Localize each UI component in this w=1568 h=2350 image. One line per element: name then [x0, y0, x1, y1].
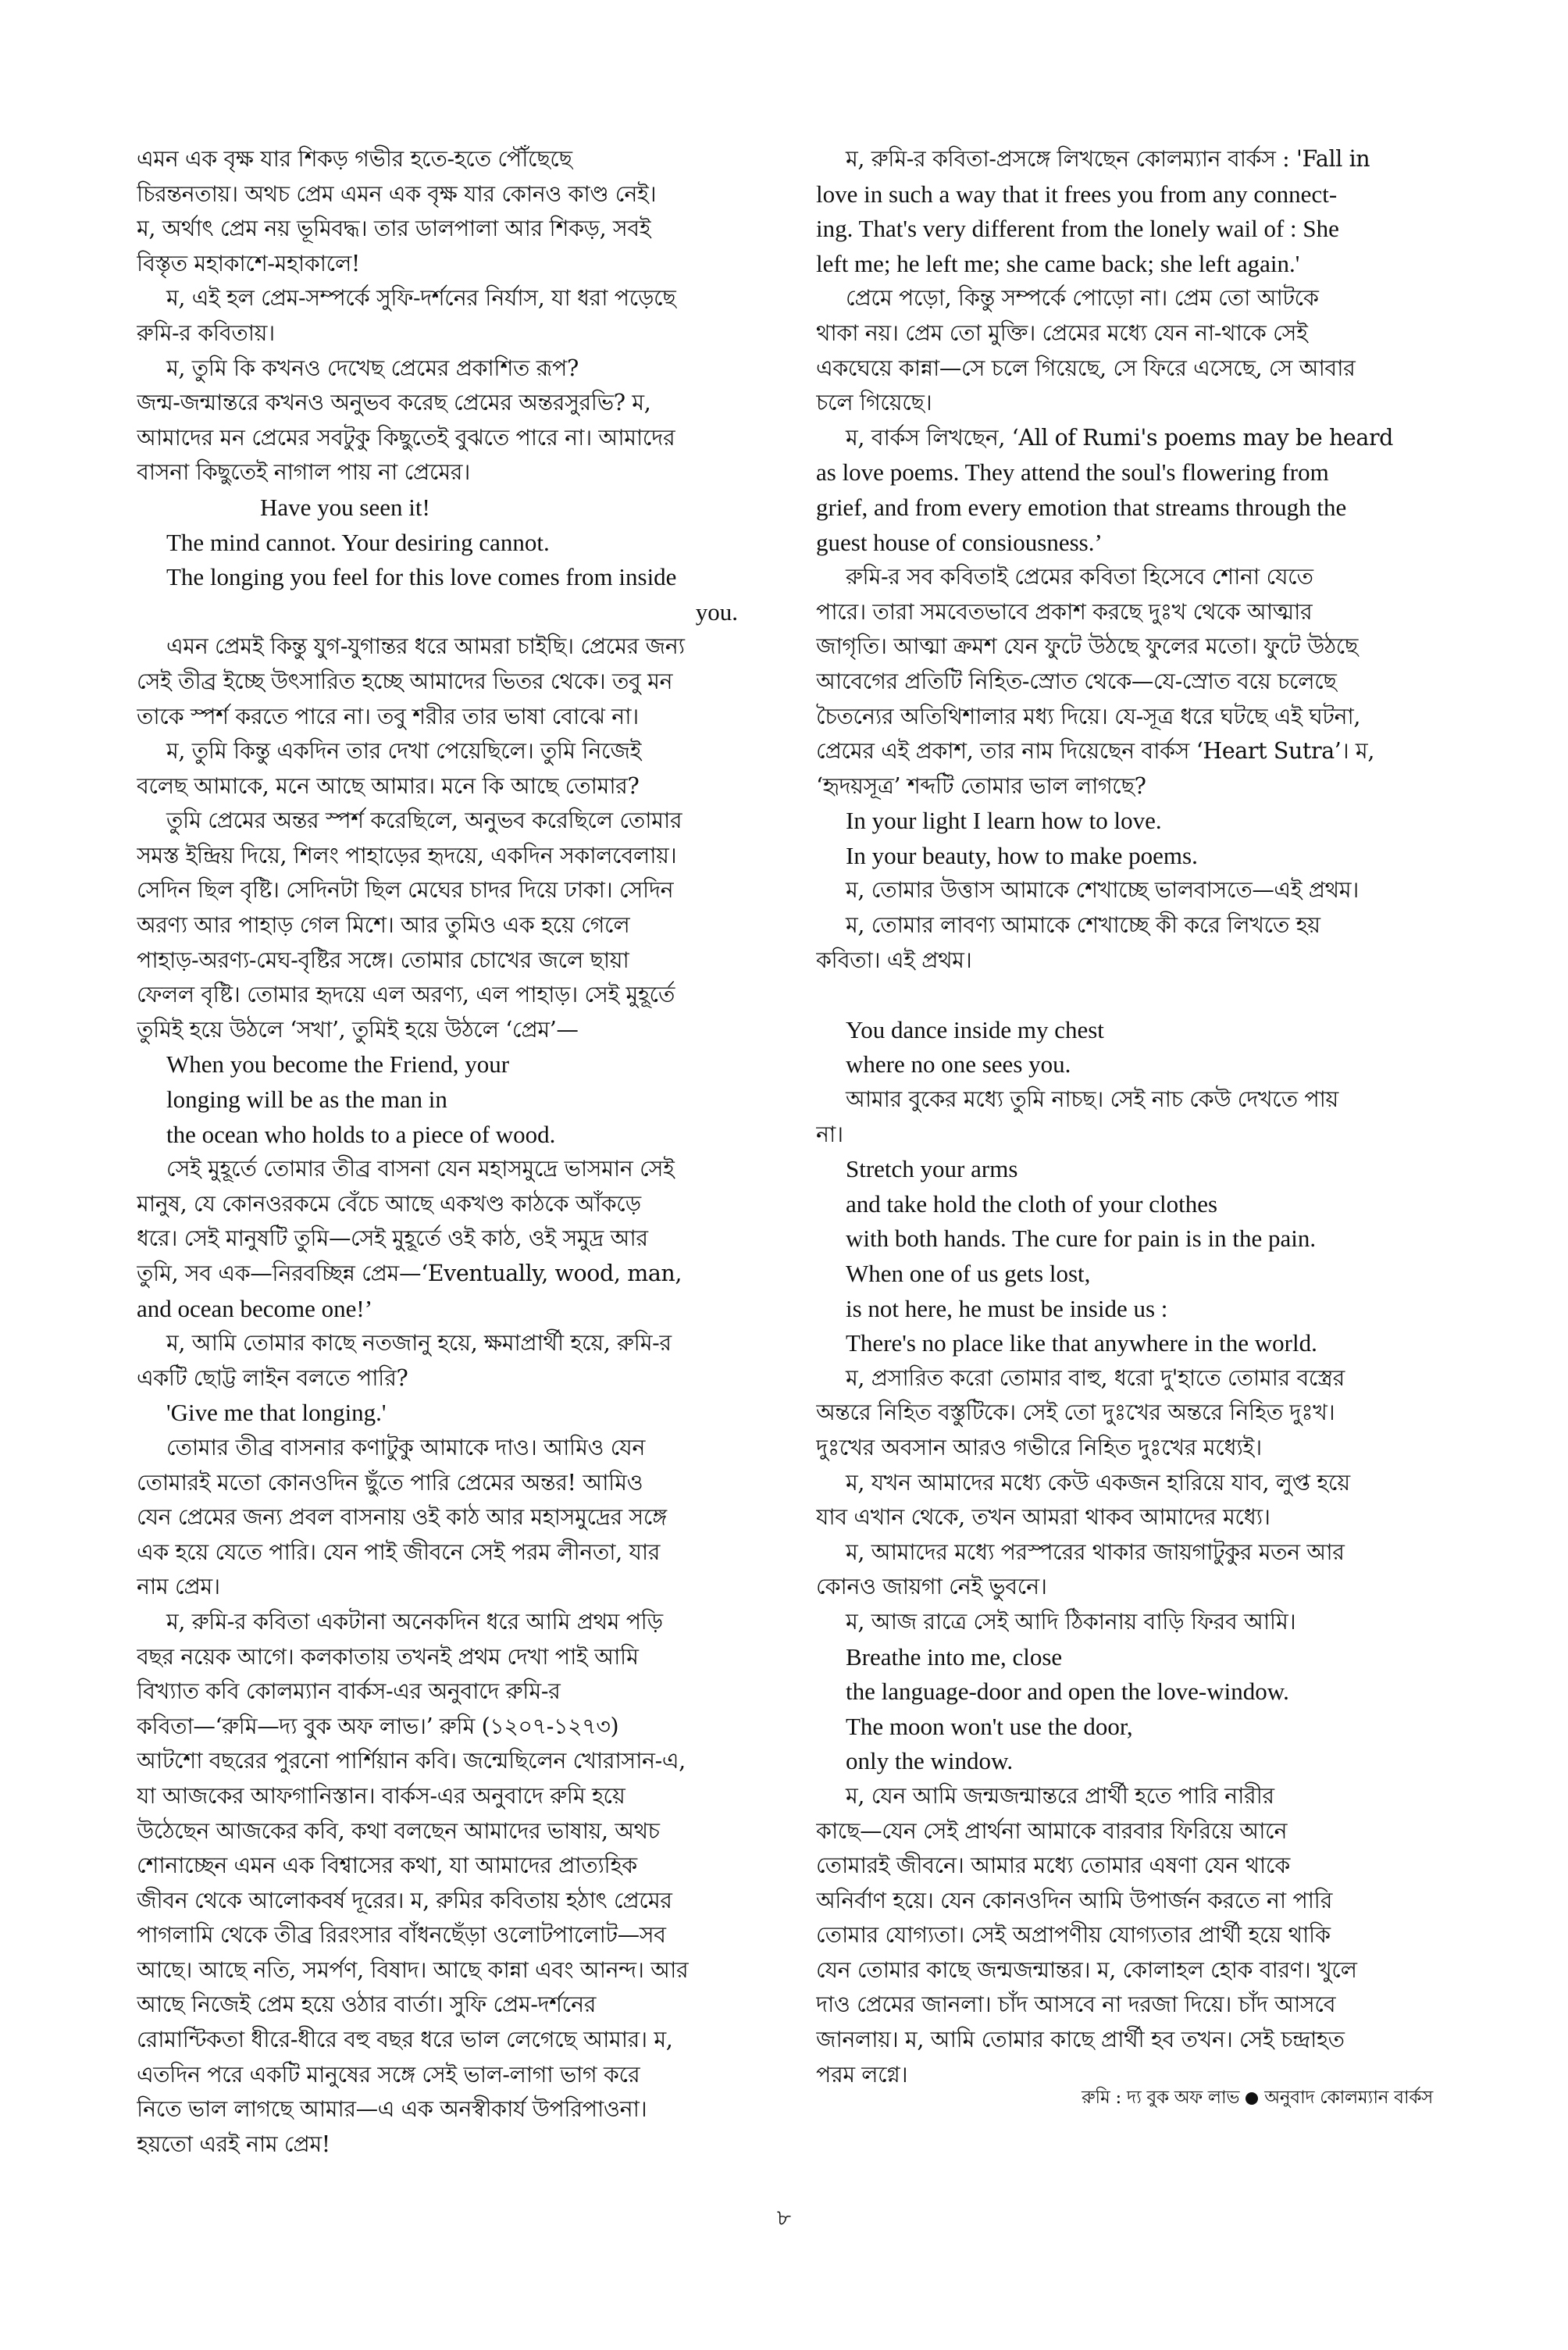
text-line: বলেছ আমাকে, মনে আছে আমার। মনে কি আছে তোমার? [137, 772, 640, 799]
text-line: মানুষ, যে কোনওরকমে বেঁচে আছে একখণ্ড কাঠকে আঁকড়ে [137, 1190, 641, 1217]
text-line: রোমান্টিকতা ধীরে-ধীরে বহু বছর ধরে ভাল লেগেছে আমার। ম, [137, 2027, 673, 2053]
text-line: থাকা নয়। প্রেম তো মুক্তি। প্রেমের মধ্যে যেন না-থাকে সেই [816, 319, 1308, 346]
text-line: সেই মুহূর্তে তোমার তীব্র বাসনা যেন মহাসমুদ্রে ভাসমান সেই [166, 1156, 675, 1182]
text-line: প্রেমের এই প্রকাশ, তার নাম দিয়েছেন বার্কস ‘Heart Sutra’। ম, [816, 738, 1374, 765]
text-line: আছে। আছে নতি, সমর্পণ, বিষাদ। আছে কান্না এবং আনন্দ। আর [137, 1956, 689, 1983]
text-line: তুমিই হয়ে উঠলে ‘সখা’, তুমিই হয়ে উঠলে ‘প্রেম’— [137, 1016, 579, 1043]
text-line: দুঃখের অবসান আরও গভীরে নিহিত দুঃখের মধ্যেই। [816, 1434, 1262, 1460]
text-line: না। [816, 1121, 843, 1147]
left-column [137, 142, 738, 2162]
text-line: অনির্বাণ হয়ে। যেন কোনওদিন আমি উপার্জন করতে না পারি [816, 1887, 1333, 1913]
text-line: সেই তীব্র ইচ্ছে উৎসারিত হচ্ছে আমাদের ভিতর থেকে। তবু মন [137, 668, 673, 694]
text-line: only the window. [846, 1747, 1014, 1775]
text-line: পরম লগ্নে। [816, 2061, 908, 2088]
text-line: আটশো বছরের পুরনো পার্শিয়ান কবি। জন্মেছিলেন খোরাসান-এ, [137, 1748, 686, 1774]
text-line: পাহাড়-অরণ্য-মেঘ-বৃষ্টির সঙ্গে। তোমার চোখের জলে ছায়া [137, 947, 629, 973]
text-line: একঘেয়ে কান্না—সে চলে গিয়েছে, সে ফিরে এসেছে, সে আবার [816, 355, 1356, 381]
text-line: প্রেমে পড়ো, কিন্তু সম্পর্কে পোড়ো না। প্রেম তো আটকে [846, 285, 1319, 312]
page-number: ৮ [776, 2205, 792, 2231]
text-line: আমাদের মন প্রেমের সবটুকু কিছুতেই বুঝতে পারে না। আমাদের [137, 424, 675, 451]
text-line: বিস্তৃত মহাকাশে-মহাকালে! [137, 250, 360, 276]
text-line: তোমার যোগ্যতা। সেই অপ্রাপণীয় যোগ্যতার প্রার্থী হয়ে থাকি [816, 1922, 1331, 1949]
text-line: এমন প্রেমই কিন্তু যুগ-যুগান্তর ধরে আমরা চাইছি। প্রেমের জন্য [166, 633, 685, 660]
text-line: চলে গিয়েছে। [816, 390, 932, 416]
text-line: There's no place like that anywhere in the world. [846, 1329, 1317, 1357]
text-line: এমন এক বৃক্ষ যার শিকড় গভীর হতে-হতে পৌঁছেছে [137, 146, 572, 172]
text-line: you. [695, 597, 738, 626]
text-line: ম, আমি তোমার কাছে নতজানু হয়ে, ক্ষমাপ্রার্থী হয়ে, রুমি-র [166, 1330, 672, 1357]
text-line: ম, রুমি-র কবিতা-প্রসঙ্গে লিখছেন কোলম্যান বার্কস : 'Fall in [846, 146, 1370, 172]
text-line: কবিতা। এই প্রথম। [816, 947, 972, 973]
text-line: Stretch your arms [846, 1155, 1018, 1183]
text-line: ম, তোমার লাবণ্য আমাকে শেখাচ্ছে কী করে লিখতে হয় [846, 912, 1320, 939]
text-line: এতদিন পরে একটি মানুষের সঙ্গে সেই ভাল-লাগা ভাগ করে [137, 2061, 640, 2088]
text-line: অরণ্য আর পাহাড় গেল মিশে। আর তুমিও এক হয়ে গেলে [137, 912, 630, 939]
text-line: যাব এখান থেকে, তখন আমরা থাকব আমাদের মধ্যে। [816, 1504, 1270, 1531]
text-line: উঠেছেন আজকের কবি, কথা বলছেন আমাদের ভাষায়, অথচ [137, 1817, 660, 1844]
text-line: তুমি প্রেমের অন্তর স্পর্শ করেছিলে, অনুভব করেছিলে তোমার [166, 808, 682, 834]
text-line: When you become the Friend, your [166, 1050, 510, 1079]
text-line: বছর নয়েক আগে। কলকাতায় তখনই প্রথম দেখা পাই আমি [137, 1643, 639, 1670]
text-line: Have you seen it! [260, 493, 430, 521]
text-line: ধরে। সেই মানুষটি তুমি—সেই মুহূর্তে ওই কাঠ, ওই সমুদ্র আর [137, 1225, 648, 1252]
source-credit [816, 2083, 1433, 2113]
text-line: guest house of consiousness.’ [816, 528, 1103, 556]
text-line: ম, অর্থাৎ প্রেম নয় ভূমিবদ্ধ। তার ডালপালা আর শিকড়, সবই [137, 216, 651, 242]
text-line: left me; he left me; she came back; she left again.' [816, 249, 1300, 277]
text-line: তাকে স্পর্শ করতে পারে না। তবু শরীর তার ভাষা বোঝে না। [137, 703, 639, 729]
text-line: ম, যেন আমি জন্মজন্মান্তরে প্রার্থী হতে পারি নারীর [846, 1782, 1274, 1809]
text-line: শোনাচ্ছেন এমন এক বিশ্বাসের কথা, যা আমাদের প্রাত্যহিক [137, 1853, 637, 1879]
text-line: কবিতা—‘রুমি—দ্য বুক অফ লাভ।’ রুমি (১২০৭-১২৭৩) [137, 1713, 619, 1739]
text-line: ম, তোমার উত্তাস আমাকে শেখাচ্ছে ভালবাসতে—এই প্রথম। [846, 877, 1359, 904]
text-line: The moon won't use the door, [846, 1712, 1133, 1740]
text-line: রুমি-র কবিতায়। [137, 319, 275, 346]
text-line: ম, বার্কস লিখছেন, ‘All of Rumi's poems may be heard [846, 424, 1394, 451]
text-line: তোমার তীব্র বাসনার কণাটুকু আমাকে দাও। আমিও যেন [166, 1434, 645, 1460]
text-line: একটি ছোট্ট লাইন বলতে পারি? [137, 1364, 408, 1391]
text-line: 'Give me that longing.' [166, 1399, 387, 1427]
text-line: In your light I learn how to love. [846, 807, 1162, 835]
text-line: The longing you feel for this love comes from inside [166, 563, 677, 591]
text-line: ফেলল বৃষ্টি। তোমার হৃদয়ে এল অরণ্য, এল পাহাড়। সেই মুহূর্তে [137, 982, 675, 1008]
text-line: the ocean who holds to a piece of wood. [166, 1120, 556, 1148]
text-line: বাসনা কিছুতেই নাগাল পায় না প্রেমের। [137, 459, 470, 486]
text-line: and take hold the cloth of your clothes [846, 1189, 1218, 1218]
text-line: জীবন থেকে আলোকবর্ষ দূরের। ম, রুমির কবিতায় হঠাৎ প্রেমের [137, 1887, 672, 1913]
text-line: ‘হৃদয়সূত্র’ শব্দটি তোমার ভাল লাগছে? [816, 772, 1146, 799]
text-line: ম, তুমি কিন্তু একদিন তার দেখা পেয়েছিলে। তুমি নিজেই [166, 738, 642, 765]
text-line: পারে। তারা সমবেতভাবে প্রকাশ করছে দুঃখ থেকে আত্মার [816, 598, 1313, 625]
text-line: the language-door and open the love-window. [846, 1678, 1289, 1706]
text-line: with both hands. The cure for pain is in the pain. [846, 1225, 1317, 1253]
text-line: কাছে—যেন সেই প্রার্থনা আমাকে বারবার ফিরিয়ে আনে [816, 1817, 1288, 1844]
text-line: longing will be as the man in [166, 1086, 447, 1114]
text-line: কোনও জায়গা নেই ভুবনে। [816, 1574, 1047, 1600]
text-line: অন্তরে নিহিত বস্তুটিকে। সেই তো দুঃখের অন্তরে নিহিত দুঃখ। [816, 1400, 1335, 1426]
text-line: as love poems. They attend the soul's flowering from [816, 458, 1329, 487]
credit-translator: অনুবাদ কোলম্যান বার্কস [1264, 2088, 1433, 2108]
text-line: যেন তোমার কাছে জন্মজন্মান্তর। ম, কোলাহল হোক বারণ। খুলে [816, 1956, 1357, 1983]
text-line: ম, প্রসারিত করো তোমার বাহু, ধরো দু'হাতে তোমার বস্ত্রের [846, 1364, 1345, 1391]
bullet-dot-icon [1245, 2092, 1258, 2105]
text-line: ম, যখন আমাদের মধ্যে কেউ একজন হারিয়ে যাব, লুপ্ত হয়ে [846, 1469, 1350, 1496]
text-line: ম, এই হল প্রেম-সম্পর্কে সুফি-দর্শনের নির্যাস, যা ধরা পড়েছে [166, 285, 676, 312]
text-line: জাগৃতি। আত্মা ক্রমশ যেন ফুটে উঠছে ফুলের মতো। ফুটে উঠছে [816, 633, 1359, 660]
text-line: ম, আজ রাত্রে সেই আদি ঠিকানায় বাড়ি ফিরব আমি। [846, 1608, 1296, 1635]
text-line: তুমি, সব এক—নিরবচ্ছিন্ন প্রেম—‘Eventually, wood, man, [137, 1261, 682, 1286]
text-line: আবেগের প্রতিটি নিহিত-স্রোত থেকে—যে-স্রোত বয়ে চলেছে [816, 668, 1337, 694]
text-line: রুমি-র সব কবিতাই প্রেমের কবিতা হিসেবে শোনা যেতে [846, 564, 1313, 590]
text-line: দাও প্রেমের জানলা। চাঁদ আসবে না দরজা দিয়ে। চাঁদ আসবে [816, 1992, 1336, 2018]
text-line: grief, and from every emotion that streams through the [816, 493, 1347, 521]
text-line: নিতে ভাল লাগছে আমার—এ এক অনস্বীকার্য উপরিপাওনা। [137, 2096, 647, 2123]
text-line: In your beauty, how to make poems. [846, 841, 1198, 869]
text-line: সমস্ত ইন্দ্রিয় দিয়ে, শিলং পাহাড়ের হৃদয়ে, একদিন সকালবেলায়। [137, 842, 677, 868]
text-line: তোমারই মতো কোনওদিন ছুঁতে পারি প্রেমের অন্তর! আমিও [137, 1469, 643, 1496]
text-line: ing. That's very different from the lonely wail of : She [816, 215, 1339, 243]
text-line: আছে নিজেই প্রেম হয়ে ওঠার বার্তা। সুফি প্রেম-দর্শনের [137, 1992, 596, 2018]
text-line: ম, রুমি-র কবিতা একটানা অনেকদিন ধরে আমি প্রথম পড়ি [166, 1608, 663, 1635]
text-line: is not here, he must be inside us : [846, 1294, 1168, 1322]
text-line: চৈতন্যের অতিথিশালার মধ্য দিয়ে। যে-সূত্র ধরে ঘটছে এই ঘটনা, [816, 703, 1361, 729]
text-line: হয়তো এরই নাম প্রেম! [137, 2131, 330, 2157]
credit-book-title: রুমি : দ্য বুক অফ লাভ [1082, 2088, 1240, 2108]
text-line: The mind cannot. Your desiring cannot. [166, 528, 550, 556]
text-line: When one of us gets lost, [846, 1260, 1091, 1287]
text-line: চিরন্তনতায়। অথচ প্রেম এমন এক বৃক্ষ যার কোনও কাণ্ড নেই। [137, 180, 657, 207]
text-line: where no one sees you. [846, 1050, 1071, 1079]
text-line: ম, তুমি কি কখনও দেখেছ প্রেমের প্রকাশিত রূপ? [166, 355, 579, 381]
text-line: বিখ্যাত কবি কোলম্যান বার্কস-এর অনুবাদে রুমি-র [137, 1678, 561, 1705]
text-line: আমার বুকের মধ্যে তুমি নাচছ। সেই নাচ কেউ দেখতে পায় [846, 1086, 1338, 1113]
text-line: Breathe into me, close [846, 1642, 1063, 1671]
right-column [816, 142, 1433, 2092]
text-line: জানলায়। ম, আমি তোমার কাছে প্রার্থী হব তখন। সেই চন্দ্রাহত [816, 2027, 1345, 2053]
text-line: সেদিন ছিল বৃষ্টি। সেদিনটা ছিল মেঘের চাদর দিয়ে ঢাকা। সেদিন [137, 877, 674, 904]
text-line: তোমারই জীবনে। আমার মধ্যে তোমার এষণা যেন থাকে [816, 1853, 1290, 1879]
text-line: এক হয়ে যেতে পারি। যেন পাই জীবনে সেই পরম লীনতা, যার [137, 1539, 661, 1565]
text-line: and ocean become one!’ [137, 1294, 373, 1322]
text-line: ম, আমাদের মধ্যে পরস্পরের থাকার জায়গাটুকুর মতন আর [846, 1539, 1345, 1565]
text-line: নাম প্রেম। [137, 1574, 220, 1600]
text-line: যা আজকের আফগানিস্তান। বার্কস-এর অনুবাদে রুমি হয়ে [137, 1782, 625, 1809]
text-line: পাগলামি থেকে তীব্র রিরংসার বাঁধনছেঁড়া ওলোটপালোট—সব [137, 1922, 666, 1949]
text-line: You dance inside my chest [846, 1015, 1104, 1043]
text-line: love in such a way that it frees you from any connect- [816, 180, 1338, 208]
text-line: যেন প্রেমের জন্য প্রবল বাসনায় ওই কাঠ আর মহাসমুদ্রের সঙ্গে [137, 1504, 667, 1531]
text-line: জন্ম-জন্মান্তরে কখনও অনুভব করেছ প্রেমের অন্তরসুরভি? ম, [137, 390, 651, 416]
line-spacer [816, 978, 1433, 1013]
